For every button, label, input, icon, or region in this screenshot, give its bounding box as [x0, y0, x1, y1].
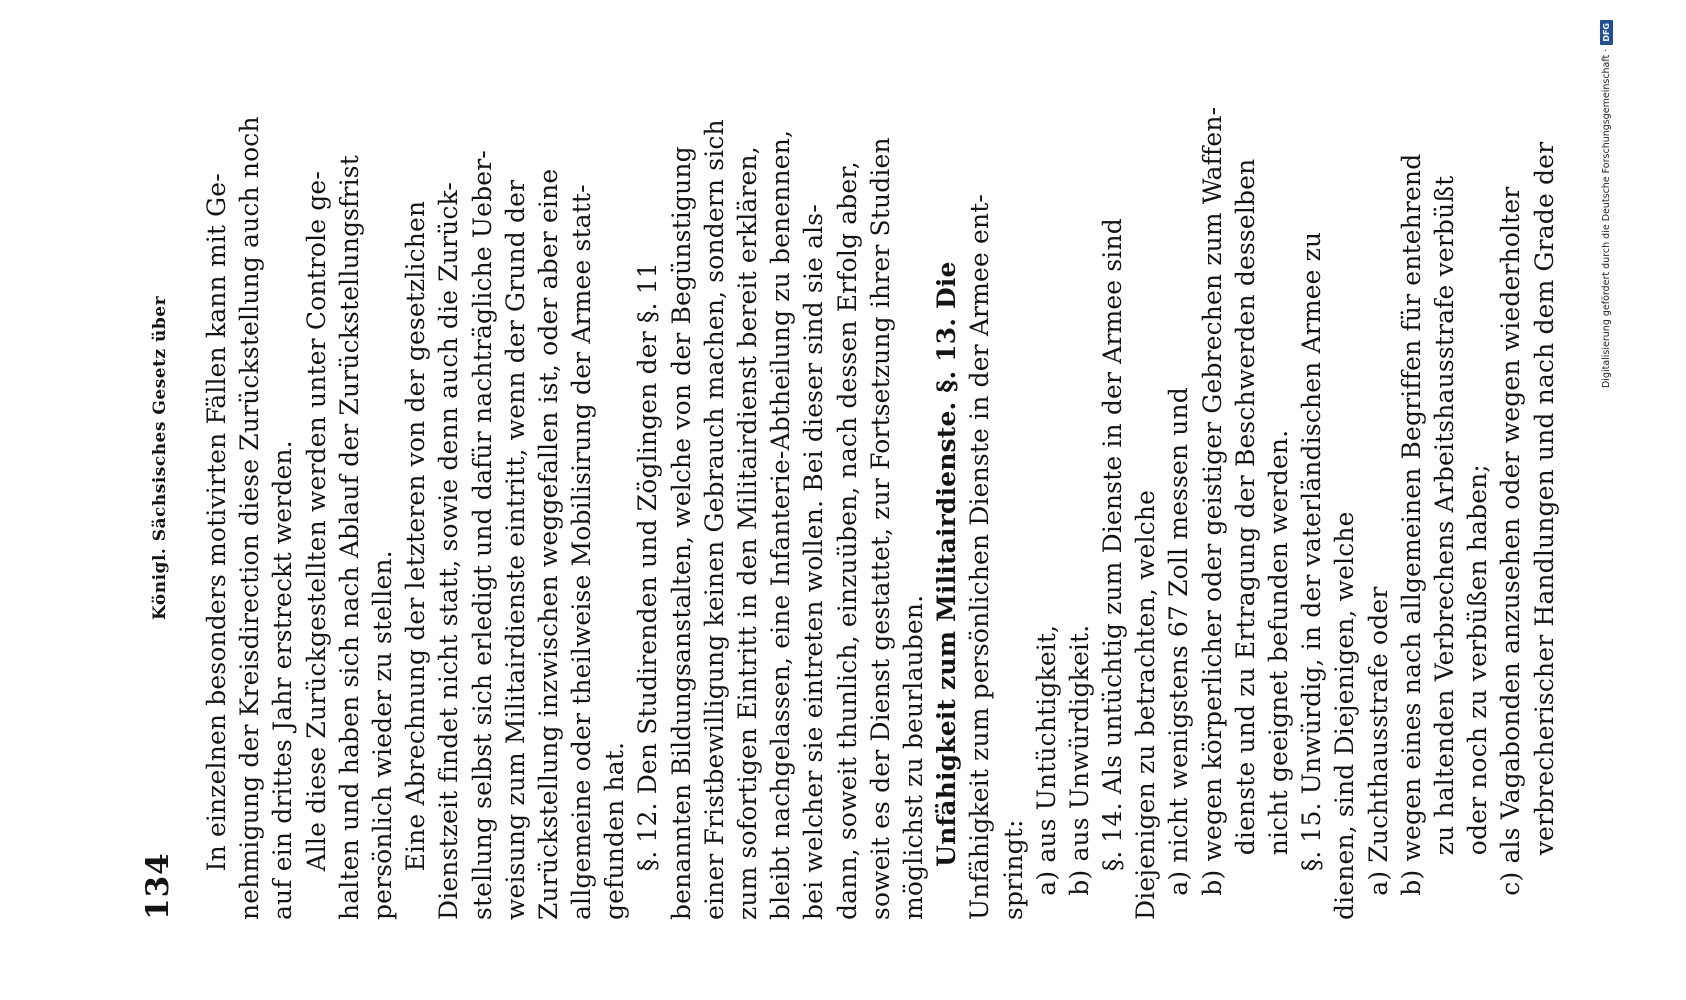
- text-line: halten und haben sich nach Ablauf der Zurückstellungsfrist: [334, 155, 364, 920]
- page-number: 134: [140, 852, 176, 920]
- section-heading-line: Unfähigkeit zum Militairdienste. §. 13. Die: [932, 261, 962, 920]
- text-line: Diejenigen zu betrachten, welche: [1131, 489, 1161, 920]
- list-item-line: zu haltenden Verbrechens Arbeitshausstrafe verbüßt: [1429, 175, 1459, 920]
- page-header: [140, 90, 184, 920]
- digitization-credit: [1597, 20, 1617, 1000]
- text-line: §. 14. Als untüchtig zum Dienste in der Armee sind: [1098, 218, 1128, 920]
- list-item-line: b) wegen eines nach allgemeinen Begriffen für entehrend: [1396, 153, 1426, 920]
- text-line: gefunden hat.: [600, 741, 630, 920]
- text-line: Unfähigkeit zum persönlichen Dienste in der Armee ent-: [965, 194, 995, 920]
- page-body-text: [200, 90, 1561, 920]
- text-line: In einzelnen besonders motivirten Fällen kann mit Ge-: [202, 173, 231, 920]
- text-line: dienen, sind Diejenigen, welche: [1330, 511, 1360, 920]
- rotated-book-page: [140, 90, 1580, 920]
- running-title: Königl. Sächsisches Gesetz über: [150, 295, 170, 620]
- text-line: möglichst zu beurlauben.: [898, 594, 928, 920]
- list-item-line: b) aus Unwürdigkeit.: [1064, 624, 1094, 920]
- digitization-credit-text: Digitalisierung gefördert durch die Deutsche Forschungsgemeinschaft ·: [1601, 48, 1612, 389]
- text-line: bei welcher sie eintreten wollen. Bei dieser sind sie als-: [799, 204, 829, 920]
- dfg-logo: DFG: [1600, 20, 1613, 45]
- text-line: benannten Bildungsanstalten, welche von der Begünstigung: [666, 146, 696, 920]
- text-line: weisung zum Militairdienste eintritt, wenn der Grund der: [500, 179, 530, 920]
- text-line: nehmigung der Kreisdirection diese Zurückstellung auch noch: [235, 116, 265, 920]
- text-line: springt:: [998, 819, 1028, 920]
- text-line: §. 12. Den Studirenden und Zöglingen der §. 11: [633, 262, 663, 920]
- list-item-line: oder noch zu verbüßen haben;: [1463, 464, 1493, 920]
- text-line: Zurückstellung inzwischen weggefallen ist, oder aber eine: [533, 168, 563, 920]
- list-item-line: a) Zuchthausstrafe oder: [1363, 586, 1393, 920]
- list-item-line: a) nicht wenigstens 67 Zoll messen und: [1164, 387, 1194, 920]
- text-line: Eine Abrechnung der letzteren von der gesetzlichen: [401, 200, 431, 920]
- list-item-line: verbrecherischer Handlungen und nach dem Grade der: [1529, 141, 1559, 920]
- text-line: §. 15. Unwürdig, in der vaterländischen Armee zu: [1297, 231, 1327, 920]
- list-item-line: dienste und zu Ertragung der Beschwerden desselben: [1230, 158, 1260, 920]
- text-line: stellung selbst sich erledigt und dafür nachträgliche Ueber-: [467, 150, 497, 920]
- text-line: dann, soweit thunlich, einzuüben, nach dessen Erfolg aber,: [832, 161, 862, 920]
- list-item-line: a) aus Untüchtigkeit,: [1031, 624, 1061, 920]
- list-item-line: nicht geeignet befunden werden.: [1264, 429, 1293, 920]
- list-item-line: c) als Vagabonden anzusehen oder wegen wiederholter: [1496, 186, 1526, 920]
- text-line: bleibt nachgelassen, eine Infanterie-Abtheilung zu benennen,: [766, 129, 796, 920]
- text-line: zum sofortigen Eintritt in den Militairdienst bereit erklären,: [733, 146, 762, 920]
- text-line: persönlich wieder zu stellen.: [367, 550, 397, 920]
- text-line: Alle diese Zurückgestellten werden unter Controle ge-: [301, 171, 331, 920]
- text-line: soweit es der Dienst gestattet, zur Fortsetzung ihrer Studien: [865, 137, 895, 920]
- text-line: allgemeine oder theilweise Mobilisirung der Armee statt-: [567, 184, 597, 920]
- text-line: einer Fristbewilligung keinen Gebrauch machen, sondern sich: [699, 119, 729, 920]
- list-item-line: b) wegen körperlicher oder geistiger Gebrechen zum Waffen-: [1197, 106, 1227, 920]
- text-line: auf ein drittes Jahr erstreckt werden.: [268, 440, 298, 920]
- text-line: Dienstzeit findet nicht statt, sowie denn auch die Zurück-: [434, 181, 464, 920]
